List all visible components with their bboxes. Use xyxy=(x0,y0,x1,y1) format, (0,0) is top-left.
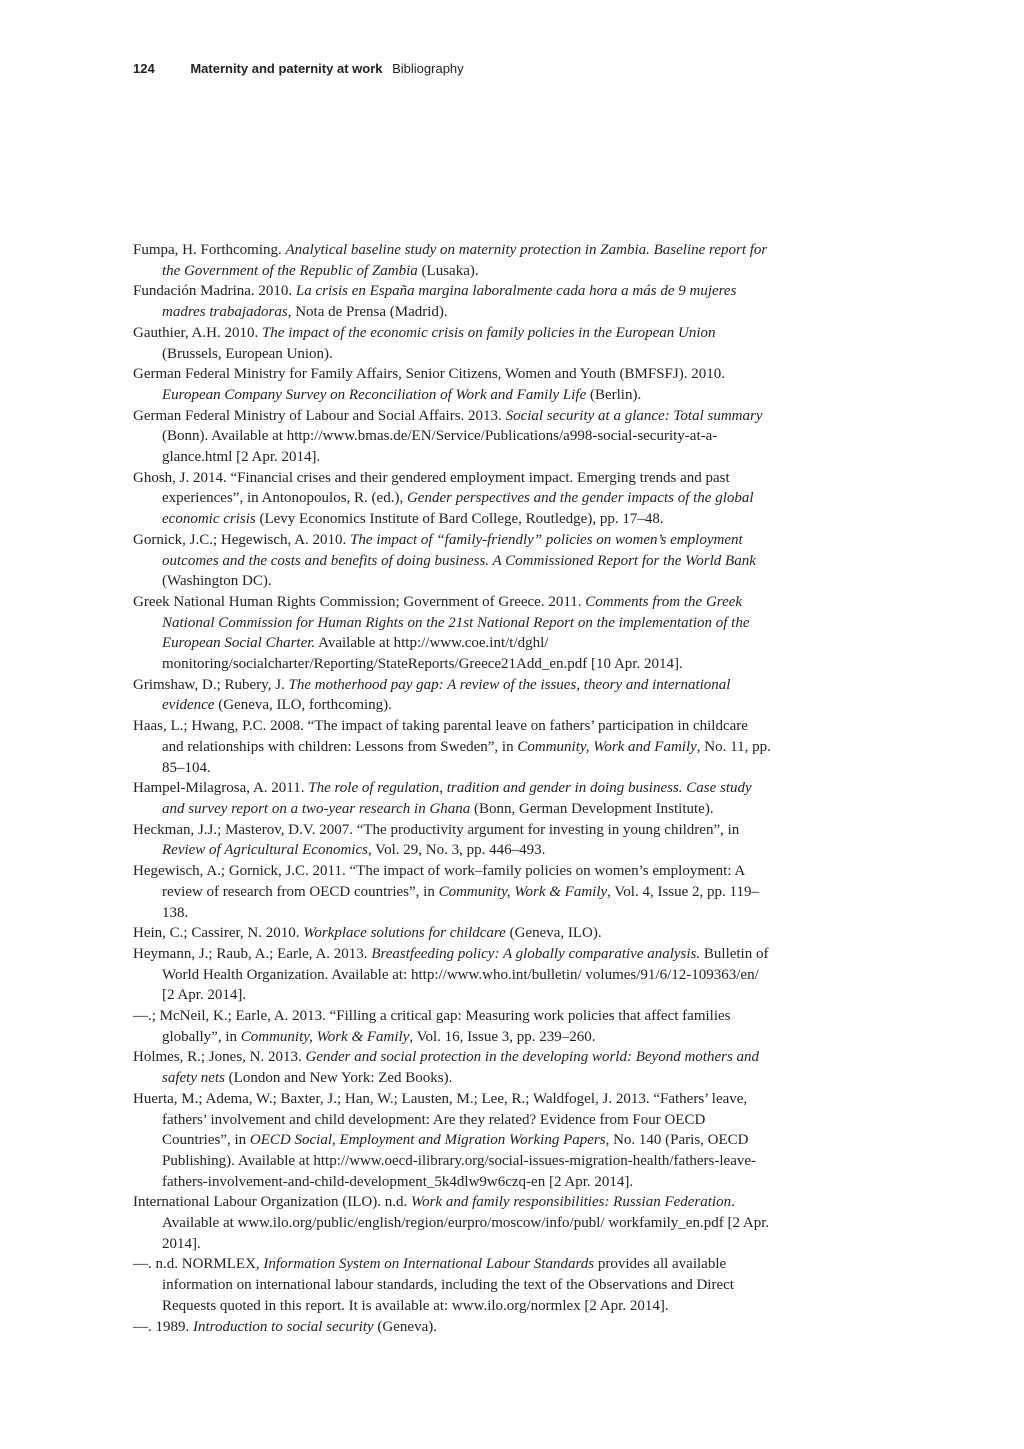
bibliography-entry xyxy=(133,323,773,364)
entry-text: , No. 11, pp. 85–104. xyxy=(162,738,771,776)
entry-text: (Levy Economics Institute of Bard College, Routledge), pp. 17–48. xyxy=(255,511,664,528)
entry-text: Heymann, J.; Raub, A.; Earle, A. 2013. xyxy=(133,945,372,962)
entry-title-text: Gender perspectives and the gender impacts of the global economic crisis xyxy=(162,490,754,528)
entry-text: provides all available information on international labour standards, including the text of the Observations and Direct Requests quoted in this report. It is available at: www.ilo.org/normlex [2 Apr. 2014]. xyxy=(162,1256,734,1314)
entry-title-text: Breastfeeding policy: A globally comparative analysis. xyxy=(371,945,701,962)
entry-text: Hegewisch, A.; Gornick, J.C. 2011. “The impact of work–family policies on women’s employment: A review of research from OECD countries”, in xyxy=(133,863,745,900)
entry-title-text: Information System on International Labour Standards xyxy=(263,1256,595,1273)
entry-title-text: Analytical baseline study on maternity protection in Zambia. Baseline report for the Government of the Republic of Zambia xyxy=(162,242,768,279)
entry-text: German Federal Ministry for Family Affairs, Senior Citizens, Women and Youth (BMFSFJ). 2010. xyxy=(133,366,725,383)
entry-text: , Vol. 16, Issue 3, pp. 239–260. xyxy=(409,1028,596,1045)
bibliography-entry xyxy=(133,716,773,778)
entry-title-text: The impact of “family-friendly” policies on women’s employment outcomes and the costs and benefits of doing business. A Commissioned Report for the World Bank xyxy=(162,531,756,569)
entry-text: International Labour Organization (ILO). n.d. xyxy=(133,1194,411,1211)
bibliography-entry xyxy=(133,364,773,405)
bibliography-entry xyxy=(133,281,773,322)
entry-title-text: Community, Work & Family xyxy=(438,883,608,900)
entry-text: , Nota de Prensa (Madrid). xyxy=(287,304,448,321)
entry-text: (Washington DC). xyxy=(162,573,272,590)
bibliography-entry xyxy=(133,592,773,675)
entry-title-text: Review of Agricultural Economics xyxy=(162,842,368,859)
bibliography-entry xyxy=(133,778,773,819)
entry-text: Fundación Madrina. 2010. xyxy=(133,283,296,300)
entry-title-text: OECD Social, Employment and Migration Working Papers xyxy=(249,1132,606,1149)
entry-text: Ghosh, J. 2014. “Financial crises and their gendered employment impact. Emerging trends and past experiences”, in Antonopoulos, R. (ed.), xyxy=(133,469,730,507)
entry-text: Haas, L.; Hwang, P.C. 2008. “The impact of taking parental leave on fathers’ participation in childcare and relationships with children: Lessons from Sweden”, in xyxy=(133,718,748,755)
entry-text: Greek National Human Rights Commission; Government of Greece. 2011. xyxy=(133,593,586,610)
book-title: Maternity and paternity at work xyxy=(190,61,383,76)
bibliography-entry xyxy=(133,861,773,923)
entry-text: Gornick, J.C.; Hegewisch, A. 2010. xyxy=(133,531,351,548)
entry-text: (Geneva, ILO, forthcoming). xyxy=(214,697,392,714)
bibliography-entry xyxy=(133,240,773,281)
entry-title-text: Comments from the Greek National Commission for Human Rights on the 21st National Report on the implementation of the European Social Charter. xyxy=(162,593,750,652)
entry-text: (London and New York: Zed Books). xyxy=(224,1070,453,1087)
bibliography-entry xyxy=(133,923,773,944)
bibliography-entry xyxy=(133,1089,773,1193)
bibliography-entry xyxy=(133,1006,773,1047)
bibliography-entry xyxy=(133,1254,773,1316)
entry-text: . Available at www.ilo.org/public/english/region/eurpro/moscow/info/publ/ workfamily_en.pdf [2 Apr. 2014]. xyxy=(162,1194,770,1252)
entry-title-text: Introduction to social security xyxy=(193,1318,374,1335)
entry-title-text: Work and family responsibilities: Russian Federation xyxy=(410,1194,732,1211)
entry-text: Fumpa, H. Forthcoming. xyxy=(133,242,286,258)
bibliography-entry xyxy=(133,820,773,861)
entry-text: (Geneva). xyxy=(373,1318,437,1335)
entry-text: (Lusaka). xyxy=(417,262,479,279)
entry-text: (Berlin). xyxy=(586,386,642,403)
entry-title-text: Community, Work & Family xyxy=(240,1028,410,1045)
bibliography-entry xyxy=(133,1192,773,1254)
entry-text: Available at http://www.coe.int/t/dghl/ monitoring/socialcharter/Reporting/StateReports/Greece21Add_en.pdf [10 Apr. 2014]. xyxy=(162,635,683,673)
entry-text: Huerta, M.; Adema, W.; Baxter, J.; Han, W.; Lausten, M.; Lee, R.; Waldfogel, J. 2013. “Fathers’ leave, fathers’ involvement and child development: Are they related? Evidence from Four OECD Countries”, in xyxy=(133,1090,748,1149)
entry-title-text: European Company Survey on Reconciliation of Work and Family Life xyxy=(162,386,587,403)
entry-text: Grimshaw, D.; Rubery, J. xyxy=(133,676,289,693)
bibliography-entry xyxy=(133,468,773,530)
entry-text: Bulletin of World Health Organization. Available at: http://www.who.int/bulletin/ volumes/91/6/12-109363/en/ [2 Apr. 2014]. xyxy=(162,945,769,1004)
entry-text: —. n.d. NORMLEX, xyxy=(133,1256,264,1273)
entry-text: Hampel-Milagrosa, A. 2011. xyxy=(133,780,309,797)
section-name: Bibliography xyxy=(392,61,464,76)
entry-title-text: La crisis en España margina laboralmente cada hora a más de 9 mujeres madres trabajadoras xyxy=(162,283,737,321)
entry-text: (Bonn, German Development Institute). xyxy=(470,800,714,817)
entry-title-text: The role of regulation, tradition and gender in doing business. Case study and survey report on a two-year research in Ghana xyxy=(162,780,752,817)
bibliography-entry xyxy=(133,944,773,1006)
entry-text: —. 1989. xyxy=(133,1318,193,1335)
entry-text: (Geneva, ILO). xyxy=(505,925,602,942)
entry-text: German Federal Ministry of Labour and Social Affairs. 2013. xyxy=(133,407,506,424)
bibliography-entry xyxy=(133,530,773,592)
entry-text: (Brussels, European Union). xyxy=(162,345,333,362)
running-header xyxy=(133,60,464,78)
bibliography-entry xyxy=(133,1047,773,1088)
entry-title-text: Social security at a glance: Total summary xyxy=(505,407,763,424)
entry-text: Gauthier, A.H. 2010. xyxy=(133,324,262,341)
entry-title-text: The impact of the economic crisis on family policies in the European Union xyxy=(261,324,716,341)
entry-title-text: Workplace solutions for childcare xyxy=(303,925,506,942)
entry-title-text: Community, Work and Family xyxy=(517,738,697,755)
bibliography-entry xyxy=(133,406,773,468)
bibliography-entry xyxy=(133,1317,773,1338)
page-number: 124 xyxy=(133,61,155,76)
bibliography-entry xyxy=(133,675,773,716)
entry-text: (Bonn). Available at http://www.bmas.de/EN/Service/Publications/a998-social-security-at-a-glance.html [2 Apr. 2014]. xyxy=(162,428,718,466)
entry-text: , Vol. 29, No. 3, pp. 446–493. xyxy=(367,842,546,859)
entry-text: , No. 140 (Paris, OECD Publishing). Available at http://www.oecd-ilibrary.org/social-issues-migration-health/fathers-leave-fathers-involvement-and-child-development_5k4dlw9w6czq-en [2 Apr. 2014]. xyxy=(162,1132,757,1190)
entry-text: , Vol. 4, Issue 2, pp. 119–138. xyxy=(162,883,759,921)
entry-title-text: The motherhood pay gap: A review of the issues, theory and international evidence xyxy=(162,676,731,714)
entry-title-text: Gender and social protection in the developing world: Beyond mothers and safety nets xyxy=(162,1049,760,1087)
entry-text: Heckman, J.J.; Masterov, D.V. 2007. “The productivity argument for investing in young children”, in xyxy=(133,821,740,838)
entry-text: —.; McNeil, K.; Earle, A. 2013. “Filling a critical gap: Measuring work policies that affect families globally”, in xyxy=(133,1008,731,1045)
entry-text: Hein, C.; Cassirer, N. 2010. xyxy=(133,925,304,942)
entry-text: Holmes, R.; Jones, N. 2013. xyxy=(133,1049,306,1066)
bibliography-list xyxy=(133,240,773,1337)
